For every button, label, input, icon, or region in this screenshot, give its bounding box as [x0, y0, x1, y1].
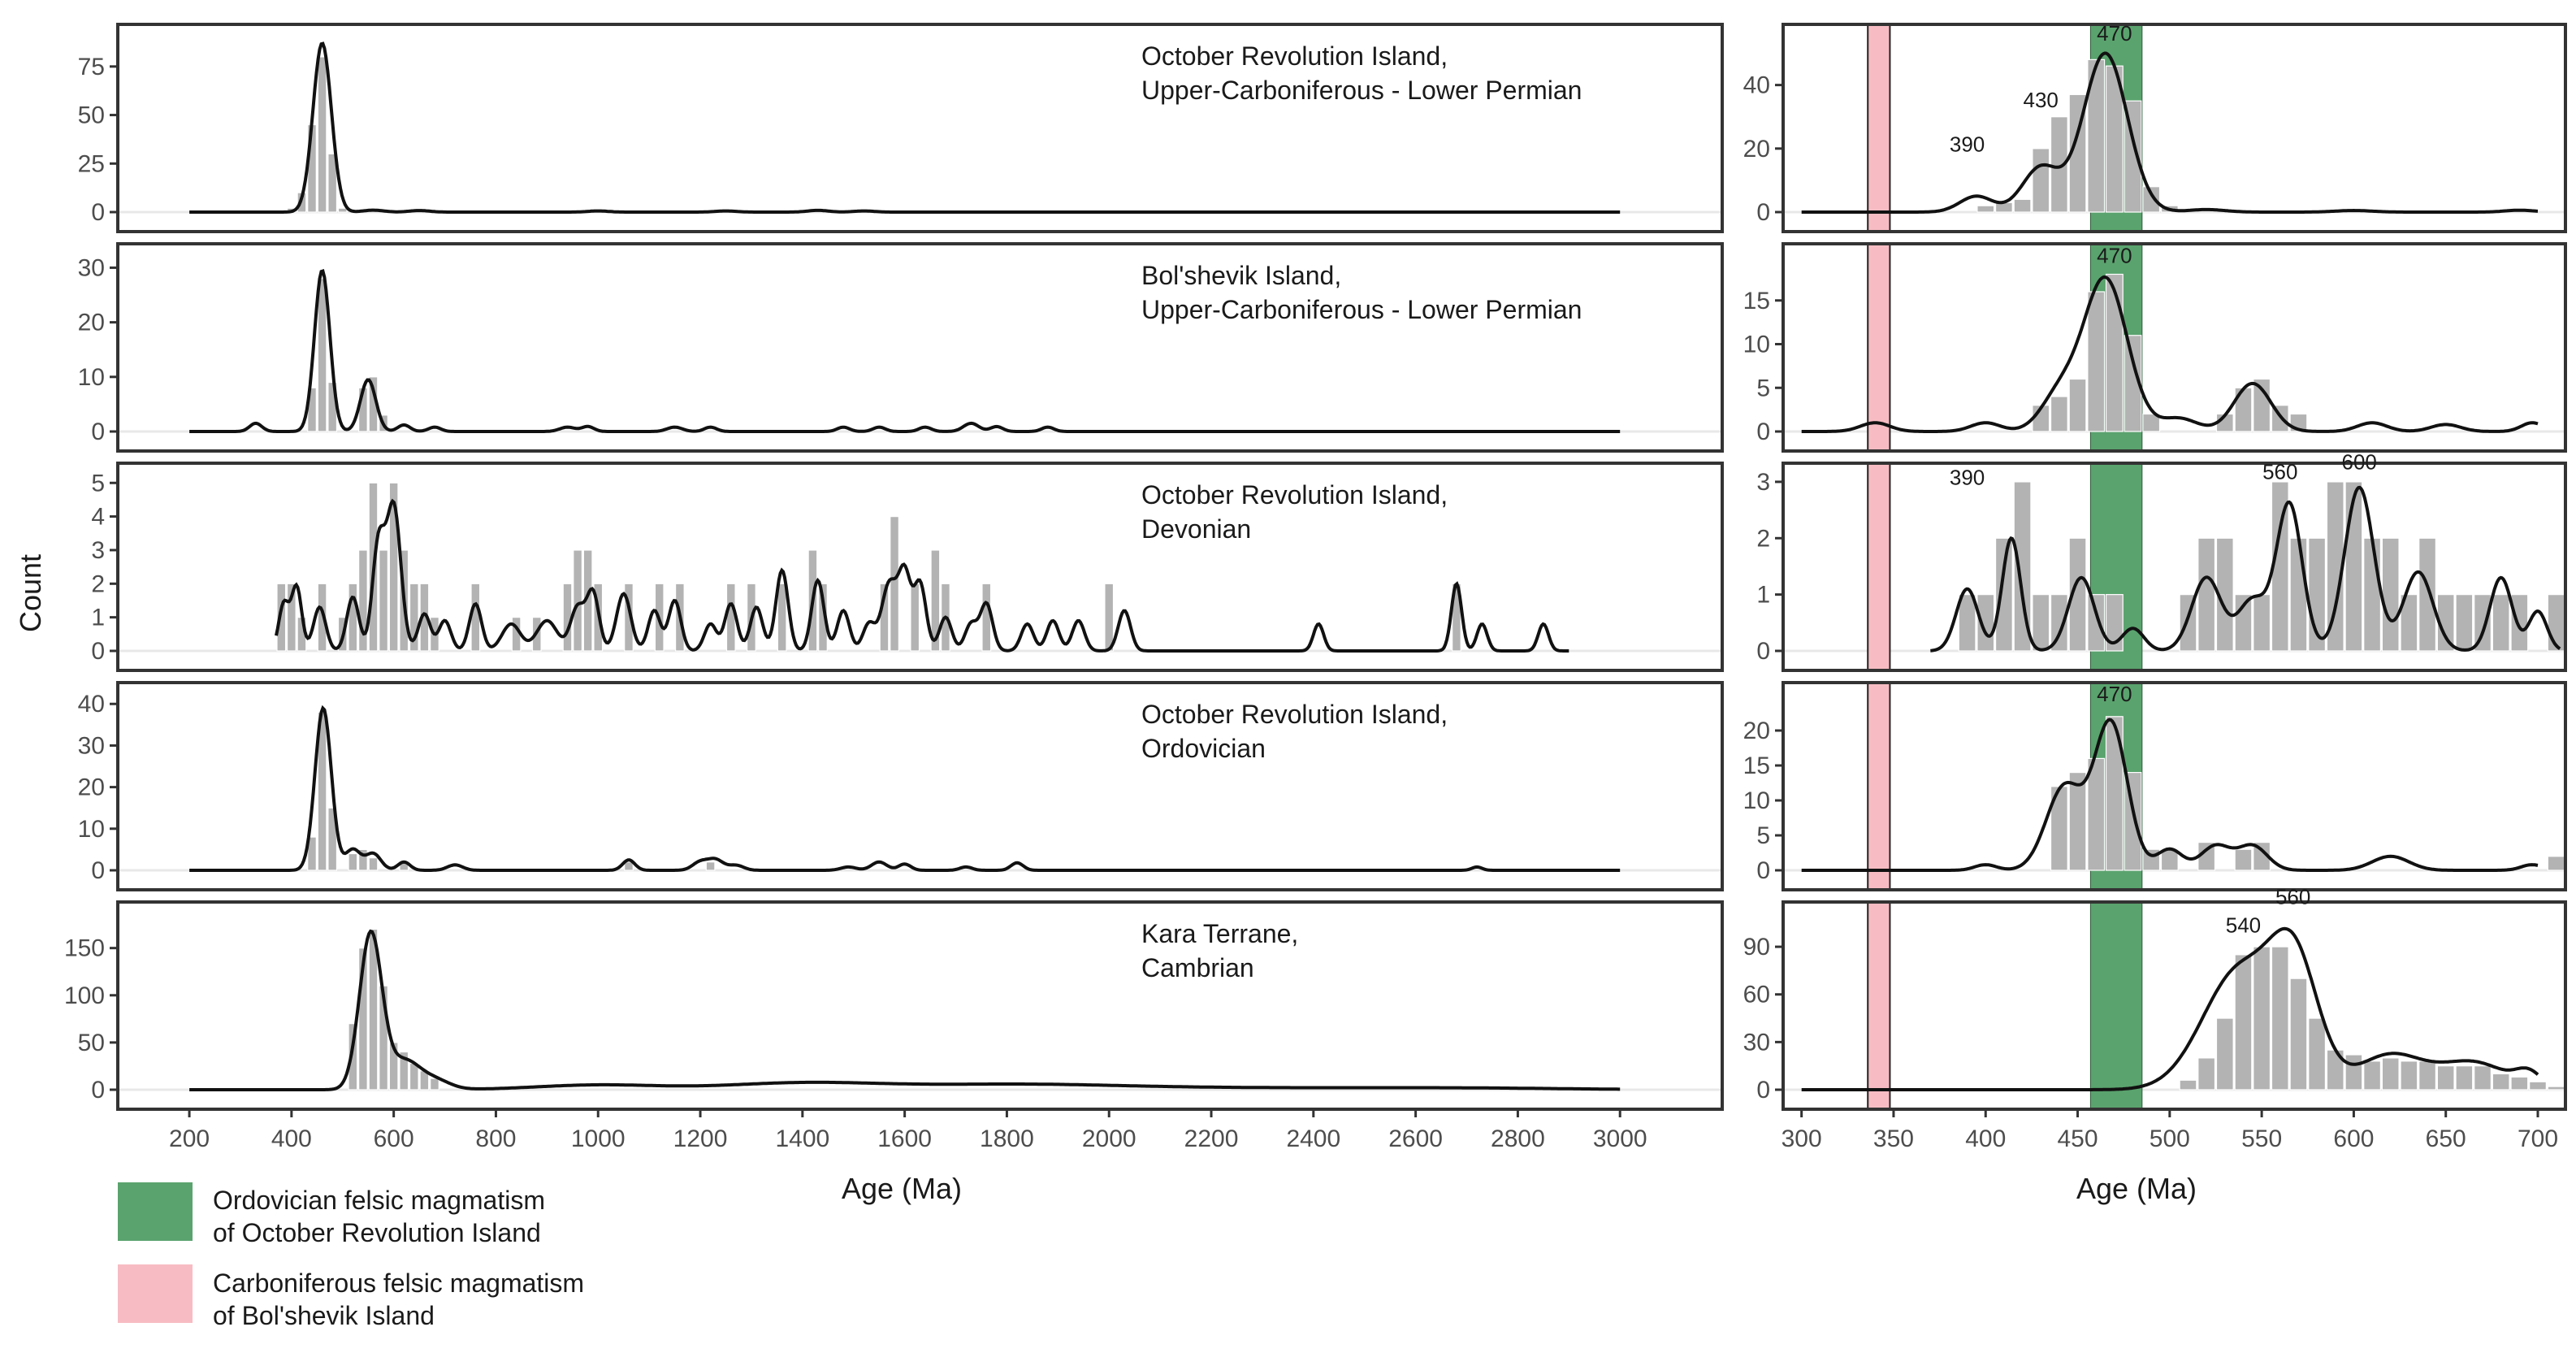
- peak-label: 470: [2097, 243, 2132, 268]
- density-curve: [276, 501, 1569, 651]
- legend-label-ordovician-line2: of October Revolution Island: [213, 1218, 541, 1247]
- histogram-bar: [2143, 187, 2160, 212]
- y-tick-label: 0: [91, 418, 105, 445]
- y-tick-label: 2: [91, 570, 105, 598]
- panel-5-full: [64, 902, 1722, 1152]
- panel-label-line1: Bol'shevik Island,: [1141, 261, 1342, 290]
- histogram-bar: [2345, 482, 2362, 651]
- x-tick-label: 500: [2149, 1125, 2190, 1152]
- y-tick-label: 150: [63, 935, 105, 962]
- y-tick-label: 50: [77, 1029, 105, 1056]
- y-axis-title: Count: [14, 553, 47, 633]
- histogram-bar: [349, 854, 357, 870]
- histogram-bar: [2530, 1082, 2547, 1090]
- panel-label-line1: October Revolution Island,: [1141, 480, 1448, 510]
- histogram-bar: [2548, 595, 2565, 651]
- histogram-bar: [410, 1063, 419, 1090]
- histogram-bar: [369, 858, 378, 870]
- histogram-bar: [2253, 595, 2271, 651]
- histogram-bar: [574, 550, 582, 651]
- histogram-bar: [471, 583, 480, 651]
- y-tick-label: 30: [77, 732, 105, 760]
- histogram-bar: [2474, 1066, 2492, 1090]
- peak-label: 560: [2275, 884, 2311, 909]
- peak-label: 470: [2097, 681, 2132, 706]
- histogram-bar: [1996, 538, 2013, 651]
- y-tick-label: 1: [1756, 581, 1770, 609]
- density-curve: [189, 709, 1620, 871]
- x-tick-label: 300: [1781, 1125, 1822, 1152]
- histogram-bar: [911, 583, 920, 651]
- density-curve: [1802, 53, 2538, 212]
- histogram-bar: [379, 550, 388, 651]
- x-tick-label: 550: [2241, 1125, 2283, 1152]
- y-tick-label: 40: [1743, 72, 1770, 99]
- panel-2-full: [78, 244, 1722, 451]
- panel-4-zoom: [1743, 682, 2565, 890]
- y-tick-label: 10: [77, 815, 105, 843]
- peak-label: 600: [2341, 449, 2377, 475]
- histogram-bar: [2088, 758, 2105, 870]
- panel-label-line2: Ordovician: [1141, 734, 1266, 763]
- histogram-bar: [2345, 1055, 2362, 1090]
- y-tick-label: 30: [77, 254, 105, 282]
- x-tick-label: 2400: [1286, 1125, 1341, 1152]
- x-tick-label: 1200: [673, 1125, 728, 1152]
- histogram-bar: [338, 208, 347, 212]
- peak-label: 470: [2097, 20, 2132, 46]
- panel-frame: [118, 24, 1722, 232]
- y-tick-label: 1: [91, 604, 105, 631]
- panel-4-full: [78, 683, 1722, 890]
- carboniferous-band: [1868, 244, 1890, 451]
- histogram-bar: [2235, 955, 2252, 1090]
- histogram-bar: [2271, 947, 2288, 1090]
- peak-label: 540: [2225, 913, 2262, 938]
- histogram-bar: [982, 583, 991, 651]
- y-tick-label: 5: [91, 470, 105, 497]
- legend-swatch-ordovician: [118, 1182, 193, 1241]
- panels-layer: [64, 21, 2565, 1152]
- x-tick-label: 1800: [980, 1125, 1034, 1152]
- y-tick-label: 0: [1756, 418, 1770, 445]
- panel-1-full: [78, 24, 1722, 232]
- panel-frame: [1783, 244, 2565, 451]
- histogram-bar: [2216, 1018, 2233, 1090]
- histogram-bar: [2290, 538, 2307, 651]
- y-tick-label: 2: [1756, 525, 1770, 553]
- y-tick-label: 4: [91, 503, 105, 531]
- panel-label-line1: Kara Terrane,: [1141, 919, 1299, 948]
- histogram-bar: [2069, 773, 2086, 870]
- legend-label-carboniferous-line2: of Bol'shevik Island: [213, 1301, 435, 1330]
- y-tick-label: 0: [91, 857, 105, 884]
- y-tick-label: 40: [77, 691, 105, 718]
- histogram-bar: [318, 279, 327, 431]
- histogram-bar: [2088, 292, 2105, 431]
- y-tick-label: 20: [77, 309, 105, 336]
- carboniferous-band: [1868, 902, 1890, 1109]
- peak-label: 390: [1949, 132, 1985, 157]
- ordovician-band: [2090, 902, 2141, 1109]
- x-tick-label: 2600: [1388, 1125, 1443, 1152]
- y-tick-label: 10: [1743, 787, 1770, 814]
- y-tick-label: 0: [91, 199, 105, 226]
- panel-label-line2: Upper-Carboniferous - Lower Permian: [1141, 76, 1582, 105]
- peak-label: 390: [1949, 465, 1985, 490]
- panel-5-zoom: [1743, 884, 2565, 1152]
- histogram-bar: [1105, 583, 1114, 651]
- histogram-bar: [2492, 1073, 2509, 1090]
- peak-label: 430: [2023, 88, 2059, 112]
- y-tick-label: 0: [1756, 199, 1770, 226]
- panel-1-zoom: [1743, 21, 2565, 232]
- y-tick-label: 10: [1743, 331, 1770, 358]
- x-tick-label: 1400: [775, 1125, 830, 1152]
- legend-swatch-carboniferous: [118, 1264, 193, 1323]
- histogram-bar: [359, 550, 368, 651]
- density-curve: [1802, 720, 2538, 870]
- histogram-bar: [726, 583, 735, 651]
- legend-label-ordovician-line1: Ordovician felsic magmatism: [213, 1186, 545, 1215]
- panel-3-full: [91, 463, 1722, 670]
- histogram-bar: [2548, 1086, 2565, 1090]
- histogram-bar: [706, 862, 715, 870]
- histogram-bar: [2364, 1061, 2381, 1090]
- histogram-bar: [890, 517, 899, 651]
- histogram-bar: [2511, 595, 2528, 651]
- carboniferous-band: [1868, 463, 1890, 670]
- legend-label-carboniferous-line1: Carboniferous felsic magmatism: [213, 1268, 585, 1298]
- histogram-bar: [2014, 199, 2031, 212]
- x-axis-title-left: Age (Ma): [841, 1172, 963, 1205]
- histogram-bar: [2364, 538, 2381, 651]
- histogram-bar: [2548, 856, 2565, 870]
- panel-frame: [1783, 24, 2565, 232]
- y-tick-label: 5: [1756, 375, 1770, 402]
- y-tick-label: 3: [91, 536, 105, 564]
- y-tick-label: 0: [1756, 638, 1770, 665]
- histogram-bar: [2106, 275, 2124, 432]
- histogram-bar: [2456, 595, 2473, 651]
- histogram-bar: [2309, 1018, 2326, 1090]
- histogram-bar: [2033, 595, 2050, 651]
- histogram-bar: [2290, 978, 2307, 1090]
- x-tick-label: 600: [373, 1125, 414, 1152]
- histogram-bar: [2198, 1058, 2215, 1090]
- x-tick-label: 2200: [1184, 1125, 1239, 1152]
- y-tick-label: 5: [1756, 822, 1770, 849]
- histogram-bar: [2511, 1077, 2528, 1090]
- y-tick-label: 0: [91, 638, 105, 665]
- y-tick-label: 3: [1756, 468, 1770, 496]
- x-axis-title-right: Age (Ma): [2076, 1172, 2197, 1205]
- histogram-bar: [1977, 206, 1994, 212]
- y-tick-label: 90: [1743, 934, 1770, 961]
- histogram-bar: [2437, 1066, 2454, 1090]
- histogram-bar: [2033, 149, 2050, 212]
- y-tick-label: 30: [1743, 1029, 1770, 1056]
- panel-label-line1: October Revolution Island,: [1141, 700, 1448, 729]
- y-tick-label: 75: [77, 53, 105, 80]
- histogram-bar: [2198, 538, 2215, 651]
- histogram-bar: [777, 583, 786, 651]
- y-tick-label: 20: [77, 774, 105, 801]
- histogram-bar: [2419, 538, 2436, 651]
- x-tick-label: 1000: [570, 1125, 626, 1152]
- peak-label: 560: [2262, 459, 2298, 484]
- histogram-bar: [1959, 595, 1976, 651]
- y-tick-label: 10: [77, 363, 105, 391]
- histogram-bar: [2401, 1061, 2418, 1090]
- histogram-bar: [349, 583, 357, 651]
- panel-3-zoom: [1756, 450, 2565, 670]
- x-tick-label: 350: [1872, 1125, 1914, 1152]
- histogram-bar: [2492, 595, 2509, 651]
- histogram-bar: [2235, 595, 2252, 651]
- x-tick-label: 700: [2517, 1125, 2559, 1152]
- x-tick-label: 800: [475, 1125, 517, 1152]
- x-tick-label: 200: [169, 1125, 210, 1152]
- panel-label-line2: Devonian: [1141, 514, 1252, 544]
- y-tick-label: 60: [1743, 981, 1770, 1008]
- histogram-bar: [2069, 379, 2086, 432]
- x-tick-label: 2800: [1491, 1125, 1545, 1152]
- y-tick-label: 50: [77, 102, 105, 129]
- y-tick-label: 15: [1743, 287, 1770, 314]
- panel-label-line2: Upper-Carboniferous - Lower Permian: [1141, 295, 1582, 324]
- histogram-bar: [2051, 397, 2068, 431]
- y-tick-label: 20: [1743, 135, 1770, 163]
- histogram-bar: [1996, 202, 2013, 212]
- carboniferous-band: [1868, 24, 1890, 232]
- histogram-bar: [2382, 1058, 2399, 1090]
- histogram-bar: [2235, 849, 2252, 870]
- histogram-bar: [2382, 538, 2399, 651]
- x-tick-label: 600: [2333, 1125, 2375, 1152]
- x-tick-label: 450: [2057, 1125, 2098, 1152]
- y-tick-label: 25: [77, 150, 105, 178]
- y-tick-label: 0: [1756, 1077, 1770, 1104]
- histogram-bar: [318, 57, 327, 212]
- panel-label-line1: October Revolution Island,: [1141, 41, 1448, 71]
- x-tick-label: 1600: [877, 1125, 933, 1152]
- legend: [118, 1182, 584, 1330]
- histogram-bar: [2253, 947, 2271, 1090]
- x-tick-label: 3000: [1592, 1125, 1647, 1152]
- x-tick-label: 650: [2425, 1125, 2466, 1152]
- density-curve: [1802, 277, 2538, 431]
- histogram-bar: [431, 1078, 439, 1090]
- y-tick-label: 20: [1743, 718, 1770, 744]
- panel-2-zoom: [1743, 244, 2565, 451]
- x-tick-label: 2000: [1081, 1125, 1136, 1152]
- x-tick-label: 400: [271, 1125, 312, 1152]
- histogram-bar: [2419, 1061, 2436, 1090]
- y-tick-label: 0: [1756, 857, 1770, 884]
- histogram-bar: [2180, 1080, 2197, 1090]
- y-tick-label: 0: [91, 1077, 105, 1104]
- panel-label-line2: Cambrian: [1141, 953, 1254, 982]
- y-tick-label: 100: [63, 982, 105, 1009]
- y-tick-label: 15: [1743, 752, 1770, 779]
- carboniferous-band: [1868, 683, 1890, 890]
- x-tick-label: 400: [1965, 1125, 2007, 1152]
- histogram-bar: [2456, 1066, 2473, 1090]
- histogram-bar: [2088, 595, 2105, 651]
